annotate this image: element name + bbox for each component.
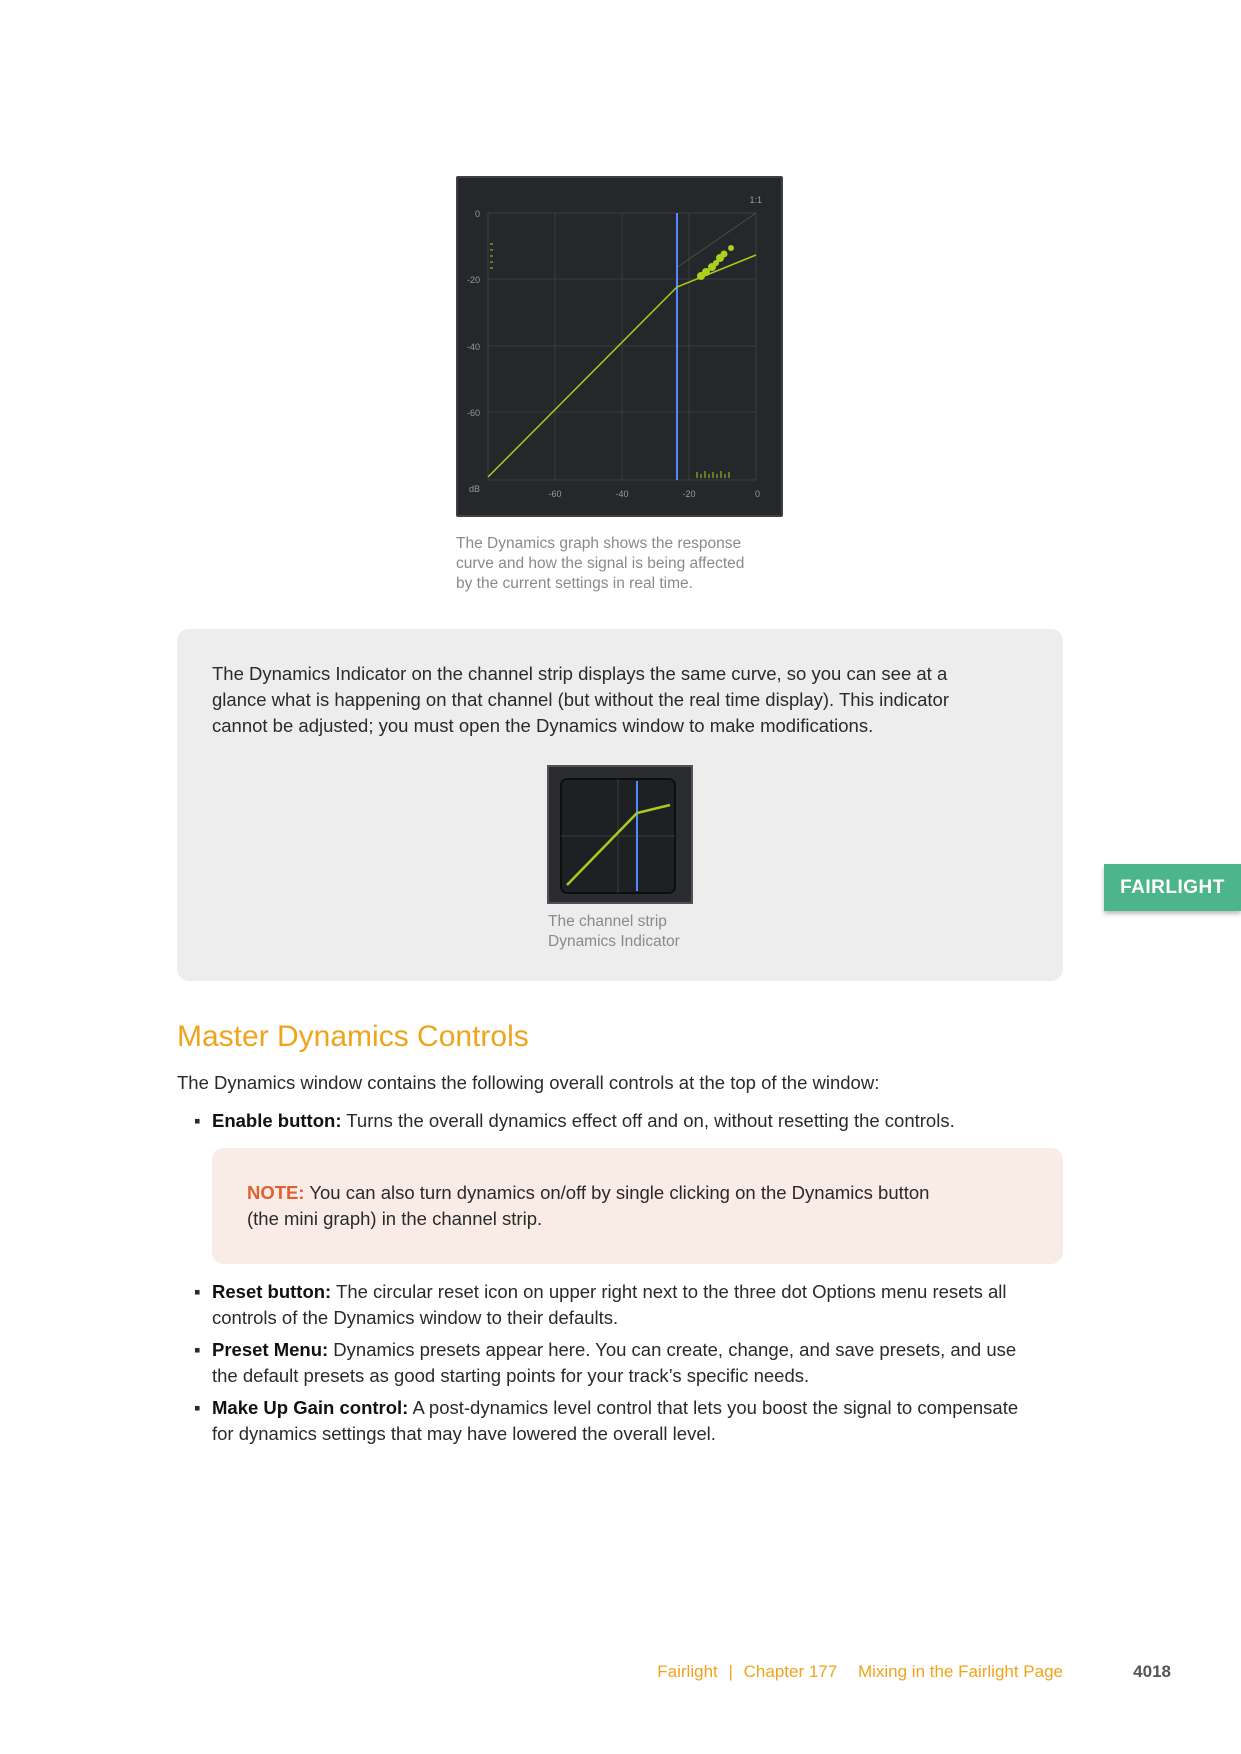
bullet-text: Turns the overall dynamics effect off and on, without resetting the controls. xyxy=(341,1110,955,1131)
dynamics-indicator-figure xyxy=(547,765,693,904)
bullet-marker: ▪ xyxy=(194,1110,201,1131)
chapter-side-tab[interactable]: FAIRLIGHT xyxy=(1104,864,1241,911)
y-tick-label: -20 xyxy=(466,275,480,285)
bullet-text: Dynamics presets appear here. You can create, change, and save presets, and use xyxy=(328,1339,1017,1360)
note-label: NOTE: xyxy=(247,1182,305,1203)
note-line: You can also turn dynamics on/off by single clicking on the Dynamics button xyxy=(304,1182,930,1203)
text-line: cannot be adjusted; you must open the Dynamics window to make modifications. xyxy=(212,715,874,736)
bullet-label: Preset Menu: xyxy=(212,1339,329,1360)
dynamics-indicator-svg xyxy=(549,767,691,902)
text-line: glance what is happening on that channel (but without the real time display). This indicator xyxy=(212,689,950,710)
info-box-text xyxy=(212,661,1042,739)
input-level-ticks-bottom xyxy=(697,471,729,478)
section-intro: The Dynamics window contains the following overall controls at the top of the window: xyxy=(177,1072,880,1093)
dynamics-graph-svg xyxy=(458,178,781,515)
footer-chapter[interactable]: Chapter 177 xyxy=(743,1662,838,1681)
footer-book[interactable]: Fairlight xyxy=(657,1662,718,1681)
footer-chapter-title[interactable]: Mixing in the Fairlight Page xyxy=(857,1662,1063,1681)
list-item xyxy=(194,1279,1007,1331)
y-tick-label: -40 xyxy=(466,342,480,352)
caption-line: curve and how the signal is being affected xyxy=(456,555,745,572)
list-item xyxy=(194,1395,1019,1447)
note-text xyxy=(247,1180,929,1232)
list-item xyxy=(194,1337,1017,1389)
note-line: (the mini graph) in the channel strip. xyxy=(247,1208,543,1229)
x-tick-label: -20 xyxy=(682,489,696,499)
bullet-marker: ▪ xyxy=(194,1281,201,1302)
bullet-marker: ▪ xyxy=(194,1339,201,1360)
footer-separator: | xyxy=(728,1662,733,1681)
bullet-text: for dynamics settings that may have lowered the overall level. xyxy=(212,1423,716,1444)
dynamics-graph-figure xyxy=(456,176,783,517)
list-item xyxy=(194,1108,955,1134)
bullet-text: controls of the Dynamics window to their defaults. xyxy=(212,1307,619,1328)
bullet-text: A post-dynamics level control that lets you boost the signal to compensate xyxy=(408,1397,1019,1418)
caption-line: The Dynamics graph shows the response xyxy=(456,535,742,552)
section-heading: Master Dynamics Controls xyxy=(177,1020,529,1053)
text-line: The Dynamics Indicator on the channel strip displays the same curve, so you can see at a xyxy=(212,663,948,684)
page-number: 4018 xyxy=(1133,1662,1171,1681)
caption-line: Dynamics Indicator xyxy=(548,933,680,950)
figure2-caption xyxy=(548,912,680,952)
signal-dot xyxy=(713,260,719,266)
x-tick-label: -40 xyxy=(615,489,629,499)
signal-dot xyxy=(728,245,734,251)
ratio-label: 1:1 xyxy=(749,195,762,205)
x-tick-label: 0 xyxy=(754,489,760,499)
y-tick-label: -60 xyxy=(466,408,480,418)
caption-line: The channel strip xyxy=(548,913,667,930)
bullet-label: Enable button: xyxy=(212,1110,342,1131)
db-unit-label: dB xyxy=(468,484,480,494)
y-tick-label: 0 xyxy=(474,209,480,219)
bullet-text: The circular reset icon on upper right next to the three dot Options menu resets all xyxy=(331,1281,1007,1302)
bullet-marker: ▪ xyxy=(194,1397,201,1418)
x-tick-label: -60 xyxy=(548,489,562,499)
bullet-text: the default presets as good starting points for your track’s specific needs. xyxy=(212,1365,810,1386)
bullet-label: Reset button: xyxy=(212,1281,332,1302)
bullet-label: Make Up Gain control: xyxy=(212,1397,409,1418)
caption-line: by the current settings in real time. xyxy=(456,575,693,592)
signal-dot xyxy=(721,251,728,258)
input-level-ticks-left xyxy=(490,244,493,268)
figure1-caption xyxy=(456,534,744,594)
footer-breadcrumb xyxy=(657,1662,1063,1682)
